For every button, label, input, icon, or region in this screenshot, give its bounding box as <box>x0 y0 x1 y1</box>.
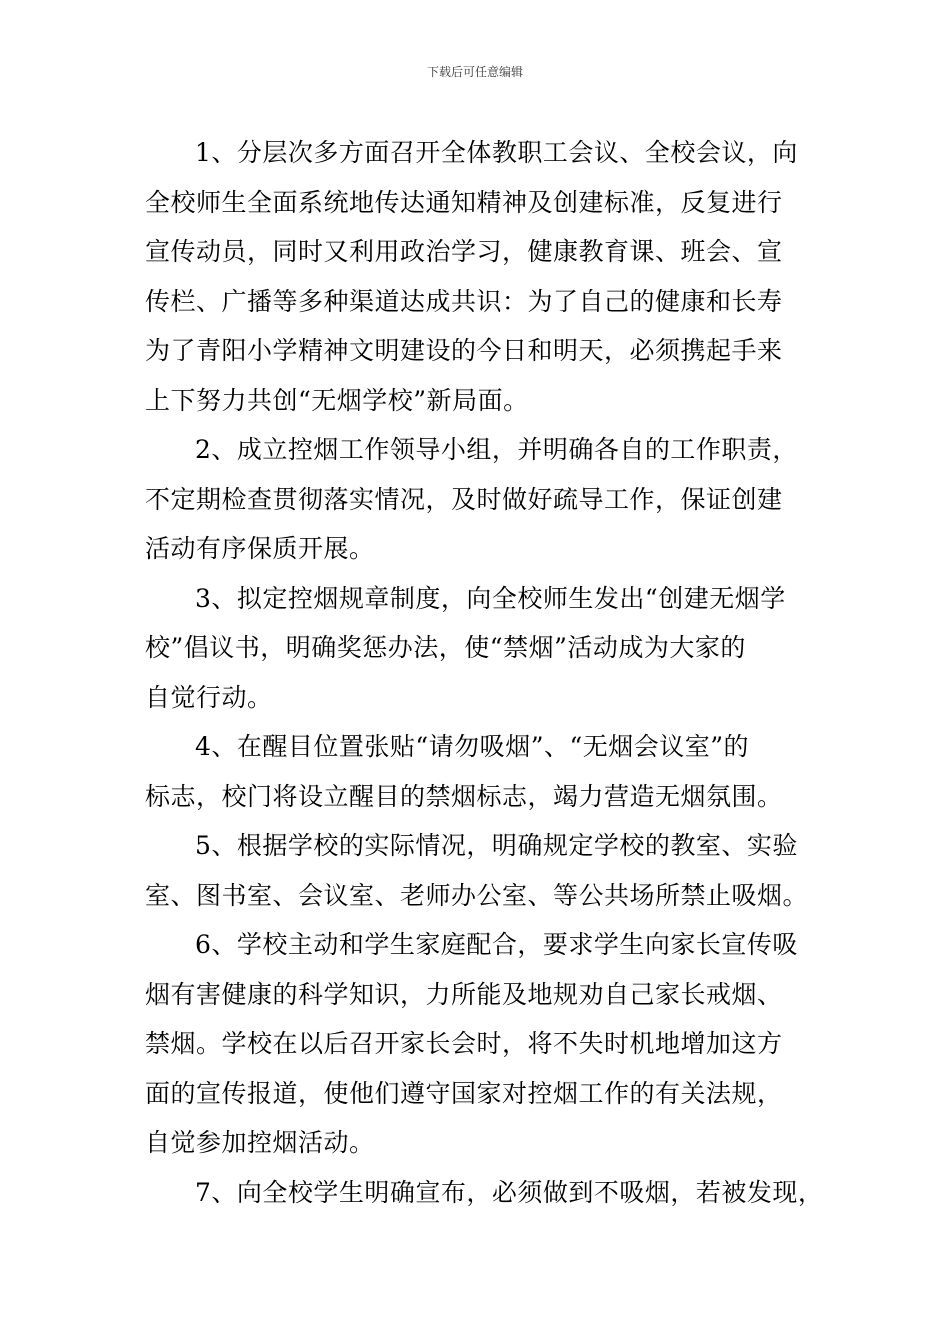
paragraph-line: 全校师生全面系统地传达通知精神及创建标准，反复进行 <box>145 187 783 217</box>
paragraph-line: 自觉行动。 <box>145 682 273 712</box>
paragraph-line: 7、向全校学生明确宣布，必须做到不吸烟，若被发现， <box>195 1177 824 1207</box>
paragraph-line: 不定期检查贯彻落实情况，及时做好疏导工作，保证创建 <box>145 484 783 514</box>
paragraph-line: 传栏、广播等多种渠道达成共识：为了自己的健康和长寿 <box>145 286 783 316</box>
paragraph-line: 标志，校门将设立醒目的禁烟标志，竭力营造无烟氛围。 <box>145 781 783 811</box>
paragraph-line: 为了青阳小学精神文明建设的今日和明天，必须携起手来 <box>145 336 783 365</box>
paragraph-line: 烟有害健康的科学知识，力所能及地规劝自己家长戒烟、 <box>145 979 783 1009</box>
paragraph-line: 宣传动员，同时又利用政治学习，健康教育课、班会、宣 <box>145 237 783 266</box>
paragraph-line: 活动有序保质开展。 <box>145 534 375 563</box>
paragraph-line: 6、学校主动和学生家庭配合，要求学生向家长宣传吸 <box>195 930 798 959</box>
paragraph-line: 室、图书室、会议室、老师办公室、等公共场所禁止吸烟。 <box>145 880 809 910</box>
paragraph-2 <box>145 425 810 574</box>
paragraph-line: 4、在醒目位置张贴“请勿吸烟”、“无烟会议室”的 <box>195 732 750 761</box>
paragraph-5 <box>145 821 810 920</box>
paragraph-7 <box>145 1168 824 1218</box>
paragraph-3 <box>145 574 810 723</box>
paragraph-line: 2、成立控烟工作领导小组，并明确各自的工作职责， <box>195 435 798 464</box>
paragraph-6 <box>145 920 810 1168</box>
document-body <box>145 128 824 1217</box>
paragraph-line: 校”倡议书，明确奖惩办法，使“禁烟”活动成为大家的 <box>145 633 746 662</box>
paragraph-line: 面的宣传报道，使他们遵守国家对控烟工作的有关法规， <box>145 1078 783 1108</box>
paragraph-line: 1、分层次多方面召开全体教职工会议、全校会议，向 <box>195 138 798 167</box>
paragraph-4 <box>145 722 810 821</box>
paragraph-1 <box>145 128 810 425</box>
page-header: 下载后可任意编辑 <box>426 65 523 79</box>
paragraph-line: 5、根据学校的实际情况，明确规定学校的教室、实验 <box>195 831 798 860</box>
paragraph-line: 自觉参加控烟活动。 <box>145 1128 375 1157</box>
paragraph-line: 3、拟定控烟规章制度，向全校师生发出“创建无烟学 <box>195 583 786 613</box>
paragraph-line: 上下努力共创“无烟学校”新局面。 <box>145 385 529 415</box>
paragraph-line: 禁烟。学校在以后召开家长会时，将不失时机地增加这方 <box>145 1029 783 1058</box>
